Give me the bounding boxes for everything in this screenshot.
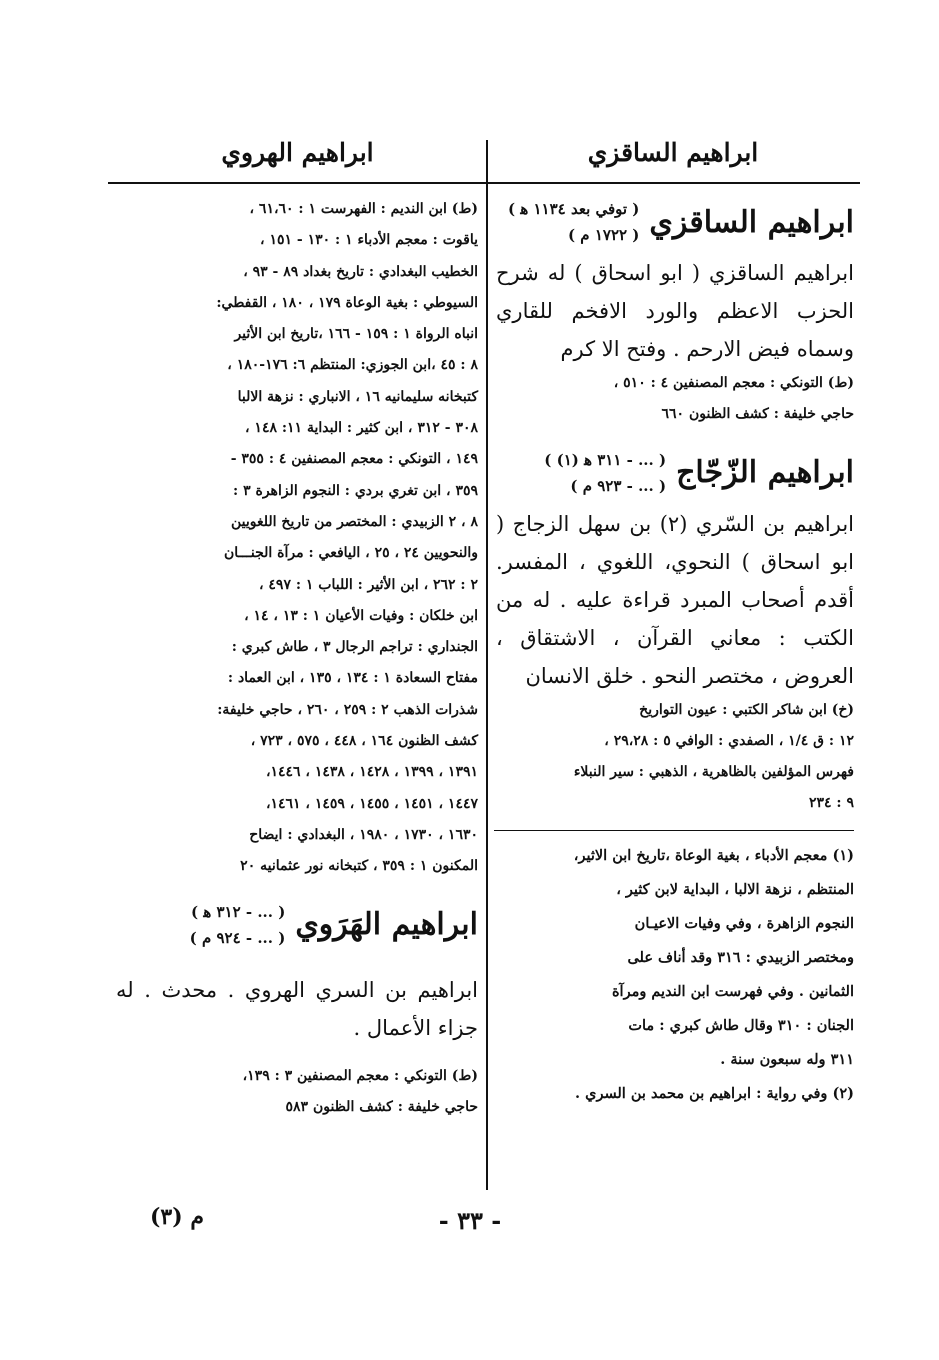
entry-name: ابراهيم الزّجّاج <box>676 455 854 491</box>
source-line: ١٢ : ق ١/٤ ، الصفدي : الوافي ٥ : ٢٩،٢٨ ، <box>604 732 854 749</box>
source-line: حاجي خليفة : كشف الظنون ٦٦٠ <box>661 406 854 423</box>
footnote-line: المنتظم ، نزهة الالبا ، البداية لابن كثير ، <box>616 880 854 898</box>
right-column <box>496 194 854 1111</box>
source-line: (ط) التونكي : معجم المصنفين ٣ : ١٣٩، <box>242 1067 478 1084</box>
column-divider <box>486 140 488 1190</box>
source-line: ياقوت : معجم الأدباء ١ : ١٣٠ - ١٥١ ، <box>260 232 478 249</box>
source-line: ١٣٩١ ، ١٣٩٩ ، ١٤٢٨ ، ١٤٣٨ ، ١٤٤٦، <box>265 764 478 781</box>
footnote-line: ومختصر الزبيدي : ٣١٦ وقد أناف على <box>627 948 854 966</box>
source-line: ٢ : ٢٦٢ ، ابن الأثير : اللباب ١ : ٤٩٧ ، <box>259 576 478 593</box>
entry-body: ابراهيم الساقزي ( ابو اسحاق ) له شرح الحزب الاعظم والورد الافخم للقاري وسماه فيض الارحم . وفتح الا كرم <box>496 261 854 361</box>
entry-zajjaj-heading <box>496 447 854 499</box>
source-line: الخطيب البغدادي : تاريخ بغداد ٨٩ - ٩٣ ، <box>243 263 478 280</box>
footnote-line: الثمانين . وفي فهرست ابن النديم ومرآة <box>611 982 854 1000</box>
source-line: المكنون ١ : ٣٥٩ ، كتبخانه نور عثمانيه ٢٠ <box>240 858 478 875</box>
header-left: ابراهيم الهروي <box>221 138 374 167</box>
date-hijri: ( توفي بعد ١١٣٤ ﻫ ) <box>508 200 640 218</box>
footnote-line: النجوم الزاهرة ، وفي وفيات الاعيـان <box>634 914 854 932</box>
date-gregorian: ( ... - ٩٢٣ م ) <box>570 476 667 495</box>
entry-name: ابراهيم الهَرَوي <box>295 907 478 943</box>
source-line: (ط) ابن النديم : الفهرست ١ : ٦١،٦٠ ، <box>249 201 478 217</box>
header-rule <box>108 182 860 184</box>
source-line: ٣٠٨ - ٣١٢ ، ابن كثير : البداية ١١: ١٤٨ ، <box>245 420 478 437</box>
entry-dates <box>544 447 666 499</box>
source-line: فهرس المؤلفين بالظاهرية ، الذهبي : سير النبلاء <box>573 764 854 781</box>
footnote-rule <box>494 830 854 831</box>
date-hijri: ( ... - ٣١١ ﻫ (١) ) <box>544 450 667 469</box>
date-hijri: ( ... - ٣١٢ ﻫ ) <box>191 902 286 921</box>
footnote-line: الجنان : ٣١٠ وقال طاش كبري : مات <box>628 1016 854 1034</box>
footnote-line: ٣١١ وله سبعون سنة . <box>720 1050 854 1068</box>
entry-body: ابراهيم بن السّري (٢) بن سهل الزجاج ( ابو اسحاق ) النحوي، اللغوي ، المفسر. أقدم أصحاب المبرد قراءة عليه . له من الكتب : معاني القرآن ، الاشتقاق ، العروض ، مختصر النحو . خلق الانسان <box>496 511 854 688</box>
source-line: كتبخانه سليمانيه ١٦ ، الانباري : نزهة الالبا <box>237 388 478 405</box>
source-line: ١٤٤٧ ، ١٤٥١ ، ١٤٥٥ ، ١٤٥٩ ، ١٤٦١، <box>265 795 478 812</box>
source-line: ابن خلكان : وفيات الأعيان ١ : ١٣ ، ١٤ ، <box>244 607 478 624</box>
source-line: والنحويين ٢٤ ، ٢٥ ، اليافعي : مرآة الجنـــان <box>224 545 478 562</box>
source-line: ٩ : ٢٣٤ <box>808 795 854 812</box>
entry-dates <box>190 899 286 951</box>
source-line: شذرات الذهب ٢ : ٢٥٩ ، ٢٦٠ ، حاجي خليفة: <box>217 701 478 718</box>
entry-dates <box>508 196 639 248</box>
source-line: (ط) التونكي : معجم المصنفين ٤ : ٥١٠ ، <box>613 375 854 391</box>
source-line: ١٤٩ ، التونكي : معجم المصنفين ٤ : ٣٥٥ - <box>230 451 478 468</box>
source-line: كشف الظنون ١٦٤ ، ٤٤٨ ، ٥٧٥ ، ٧٢٣ ، <box>250 733 478 750</box>
date-gregorian: ( ... - ٩٢٤ م ) <box>189 928 286 947</box>
source-line: ١٦٣٠ ، ١٧٣٠ ، ١٩٨٠ ، البغدادي : ايضاح <box>249 826 478 843</box>
header-right: ابراهيم الساقزي <box>587 138 759 167</box>
left-column <box>116 194 478 1123</box>
footnote-line: (٢) وفي رواية : ابراهيم بن محمد بن السري . <box>575 1084 854 1102</box>
source-line: (خ) ابن شاكر الكتبي : عيون التواريخ <box>639 701 854 718</box>
footnote-line: (١) معجم الأدباء ، بغية الوعاة ،تاريخ ابن الاثير، <box>573 846 854 864</box>
source-line: الجنداري : تراجم الرجال ٣ ، طاش كبري : <box>231 639 478 656</box>
source-line: حاجي خليفة : كشف الظنون ٥٨٣ <box>285 1098 478 1115</box>
source-line: ٨ ، ٢ الزبيدي : المختصر من تاريخ اللغويين <box>230 513 478 530</box>
entry-saqizi-heading <box>496 196 854 248</box>
source-line: السيوطي : بغية الوعاة ١٧٩ ، ١٨٠ ، القفطي: <box>216 294 478 311</box>
source-line: ٣٥٩ ، ابن تغري بردي : النجوم الزاهرة ٣ : <box>233 482 478 499</box>
source-line: ٨ : ٤٥ ،ابن الجوزي: المنتظم ٦: ١٧٦-١٨٠ ، <box>227 357 478 374</box>
entry-name: ابراهيم الساقزي <box>649 204 854 240</box>
signature-mark: م (٣) <box>150 1204 204 1230</box>
date-gregorian: ( ١٧٢٢ م ) <box>567 226 640 244</box>
page-number: - ٣٣ - <box>438 1206 502 1235</box>
entry-harawi-heading <box>116 899 478 951</box>
source-line: مفتاح السعادة ١ : ١٣٤ ، ١٣٥ ، ابن العماد : <box>227 670 478 687</box>
source-line: انباه الرواة ١ : ١٥٩ - ١٦٦ ،تاريخ ابن الأثير <box>234 326 478 343</box>
entry-body: ابراهيم بن السري الهروي . محدث . له جزاء الأعمال . <box>116 977 478 1040</box>
